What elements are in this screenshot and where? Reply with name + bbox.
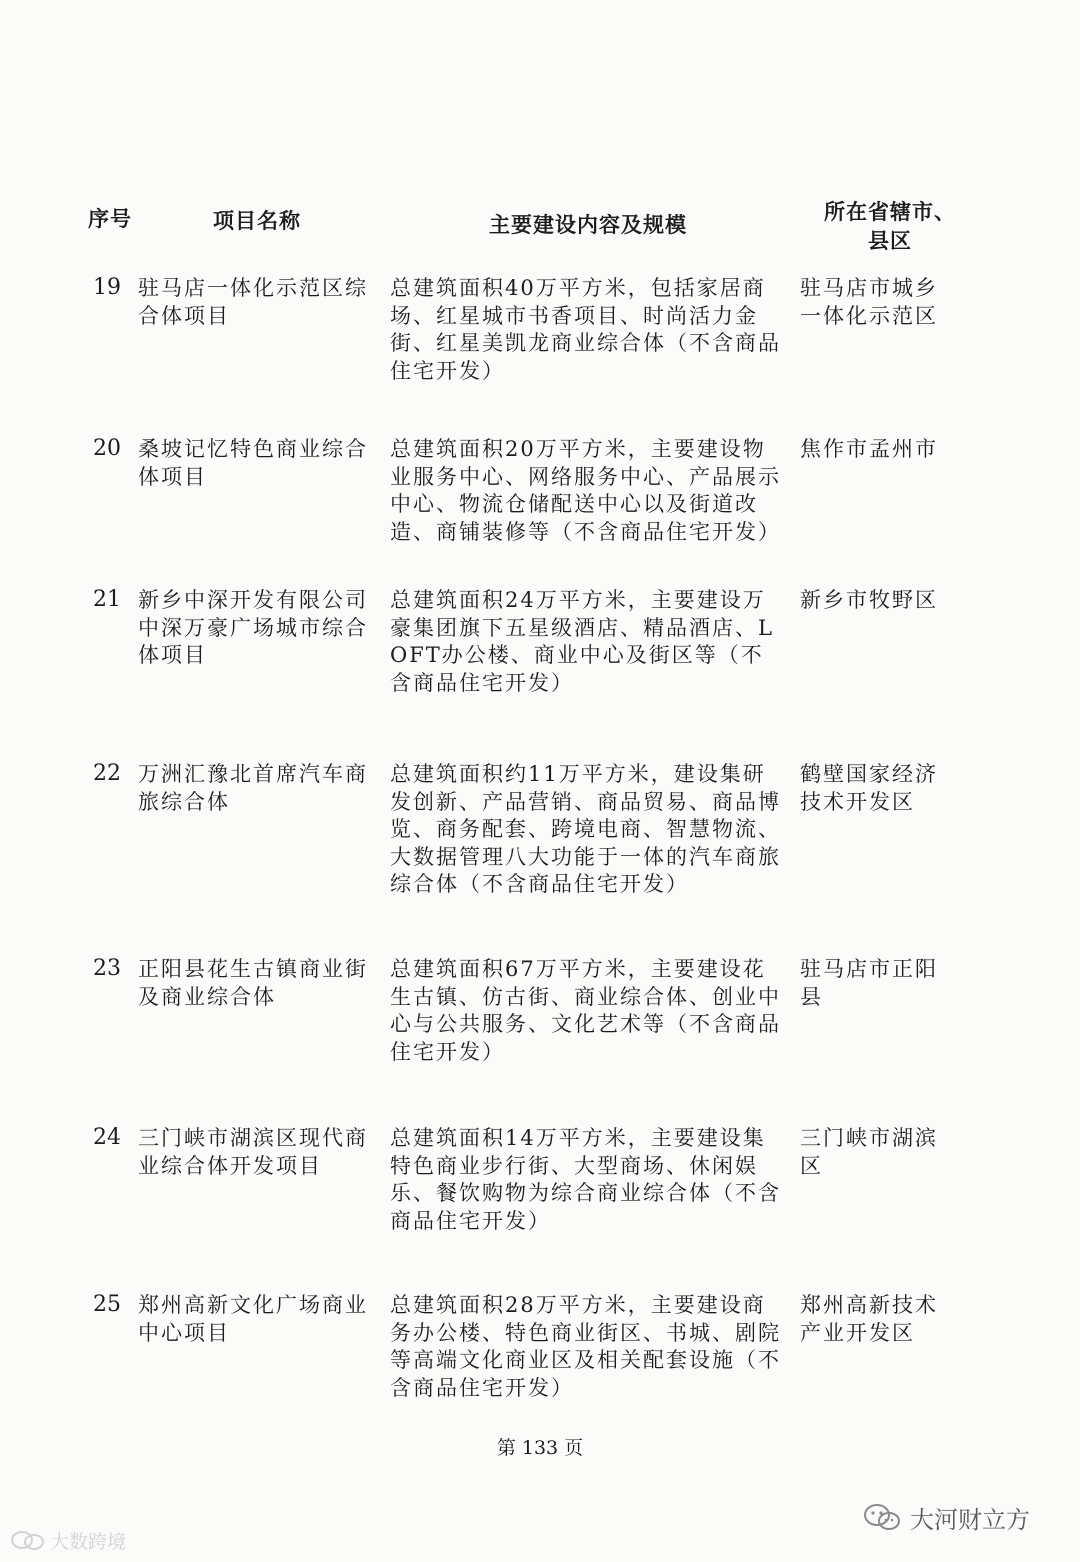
row-seq: 25: [93, 1292, 121, 1317]
row-content: 总建筑面积67万平方米，主要建设花生古镇、仿古街、商业综合体、创业中心与公共服务、文化艺术等（不含商品住宅开发）: [390, 957, 781, 1064]
row-content: 总建筑面积20万平方米，主要建设物业服务中心、网络服务中心、产品展示中心、物流仓储配送中心以及街道改造、商铺装修等（不含商品住宅开发）: [390, 437, 781, 544]
header-location: [820, 197, 960, 255]
header-seq: 序号: [88, 206, 132, 231]
row-location: 鹤壁国家经济技术开发区: [800, 762, 938, 814]
watermark-right-text: 大河财立方: [910, 1506, 1030, 1534]
row-content: 总建筑面积40万平方米，包括家居商场、红星城市书香项目、时尚活力金街、红星美凯龙商业综合体（不含商品住宅开发）: [390, 276, 781, 383]
row-project-name: 正阳县花生古镇商业街及商业综合体: [138, 957, 368, 1009]
row-project-name: 驻马店一体化示范区综合体项目: [138, 276, 368, 328]
row-seq: 21: [93, 587, 121, 612]
row-location: 驻马店市城乡一体化示范区: [800, 276, 938, 328]
row-project-name: 三门峡市湖滨区现代商业综合体开发项目: [138, 1126, 368, 1178]
row-location: 焦作市孟州市: [800, 437, 938, 461]
row-project-name: 桑坡记忆特色商业综合体项目: [138, 437, 368, 489]
row-project-name: 新乡中深开发有限公司中深万豪广场城市综合体项目: [138, 588, 368, 667]
row-location: 新乡市牧野区: [800, 588, 938, 612]
row-location: 三门峡市湖滨区: [800, 1126, 938, 1178]
wechat-icon: [862, 1502, 902, 1534]
row-content: 总建筑面积约11万平方米，建设集研发创新、产品营销、商品贸易、商品博览、商务配套、跨境电商、智慧物流、大数据管理八大功能于一体的汽车商旅综合体（不含商品住宅开发）: [390, 762, 781, 896]
watermark-right: [862, 1500, 1030, 1535]
row-content: 总建筑面积14万平方米，主要建设集特色商业步行街、大型商场、休闲娱乐、餐饮购物为综合商业综合体（不含商品住宅开发）: [390, 1126, 781, 1233]
chat-bubbles-icon: [10, 1529, 46, 1553]
row-project-name: 万洲汇豫北首席汽车商旅综合体: [138, 762, 368, 814]
row-seq: 24: [93, 1125, 121, 1150]
row-content: 总建筑面积28万平方米，主要建设商务办公楼、特色商业街区、书城、剧院等高端文化商业区及相关配套设施（不含商品住宅开发）: [390, 1293, 781, 1400]
row-seq: 19: [93, 275, 121, 300]
row-seq: 20: [93, 436, 121, 461]
header-location-line1: 所在省辖市、: [824, 199, 956, 224]
row-seq: 23: [93, 956, 121, 981]
page-number: 第 133 页: [496, 1437, 584, 1459]
row-location: 驻马店市正阳县: [800, 957, 938, 1009]
header-location-line2: 县区: [868, 228, 912, 253]
row-seq: 22: [93, 761, 121, 786]
watermark-left-text: 大数跨境: [50, 1531, 127, 1553]
row-content: 总建筑面积24万平方米，主要建设万豪集团旗下五星级酒店、精品酒店、LOFT办公楼、商业中心及街区等（不含商品住宅开发）: [390, 588, 774, 695]
watermark-left: [10, 1527, 126, 1554]
row-project-name: 郑州高新文化广场商业中心项目: [138, 1293, 368, 1345]
row-location: 郑州高新技术产业开发区: [800, 1293, 938, 1345]
header-project-name: 项目名称: [213, 208, 301, 233]
header-content: 主要建设内容及规模: [489, 212, 687, 237]
